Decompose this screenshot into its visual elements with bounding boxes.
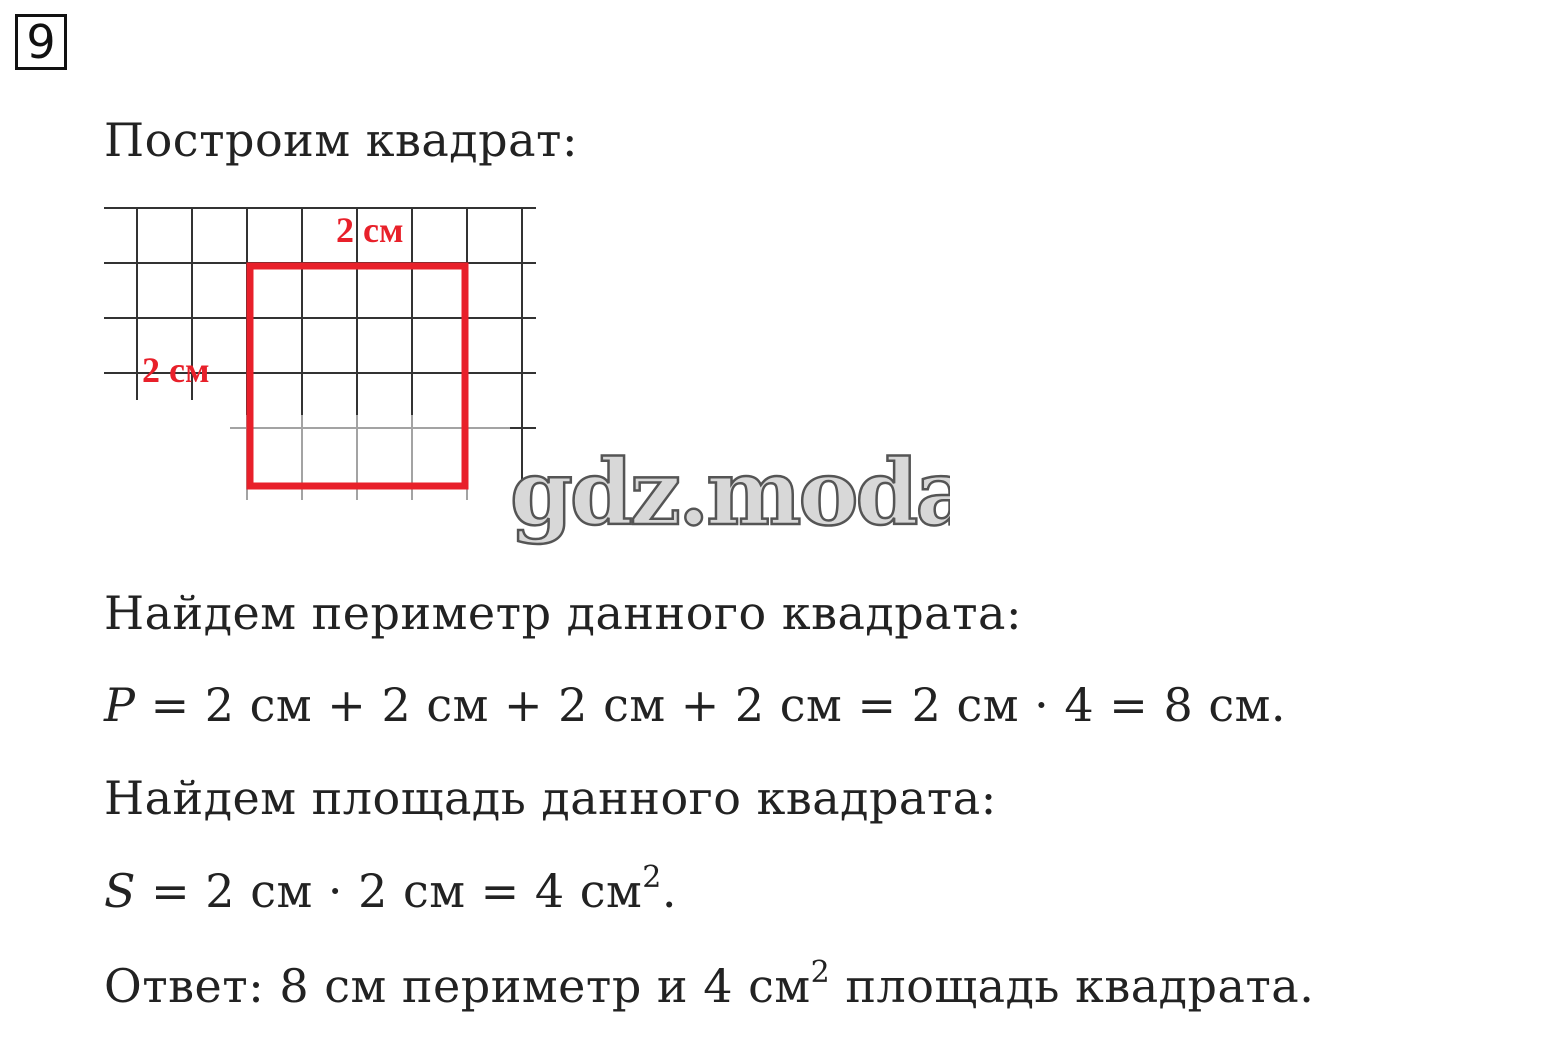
area-expression: = 2 см · 2 см = 4 см (136, 864, 643, 918)
answer-part1: Ответ: 8 см периметр и 4 см (104, 959, 811, 1013)
area-heading: Найдем площадь данного квадрата: (104, 771, 997, 825)
grid-drawing (90, 200, 550, 540)
perimeter-variable: P (104, 678, 136, 732)
area-variable: S (104, 864, 137, 918)
answer-part2: площадь квадрата. (830, 959, 1315, 1013)
intro-text: Построим квадрат: (104, 113, 578, 167)
answer-text (104, 955, 1315, 1014)
area-end: . (661, 864, 677, 918)
perimeter-expression: = 2 см + 2 см + 2 см + 2 см = 2 см · 4 = 8 см. (135, 678, 1287, 732)
perimeter-heading: Найдем периметр данного квадрата: (104, 586, 1022, 640)
watermark (510, 452, 950, 552)
left-side-label: 2 см (142, 350, 210, 390)
square-grid-figure (90, 200, 550, 544)
task-number-badge: 9 (15, 14, 67, 70)
top-side-label: 2 см (336, 210, 404, 250)
watermark-text: gdz.moda (510, 452, 950, 546)
answer-exponent: 2 (810, 955, 831, 990)
area-exponent: 2 (642, 860, 662, 895)
perimeter-formula (104, 677, 1286, 733)
area-formula (104, 860, 677, 919)
